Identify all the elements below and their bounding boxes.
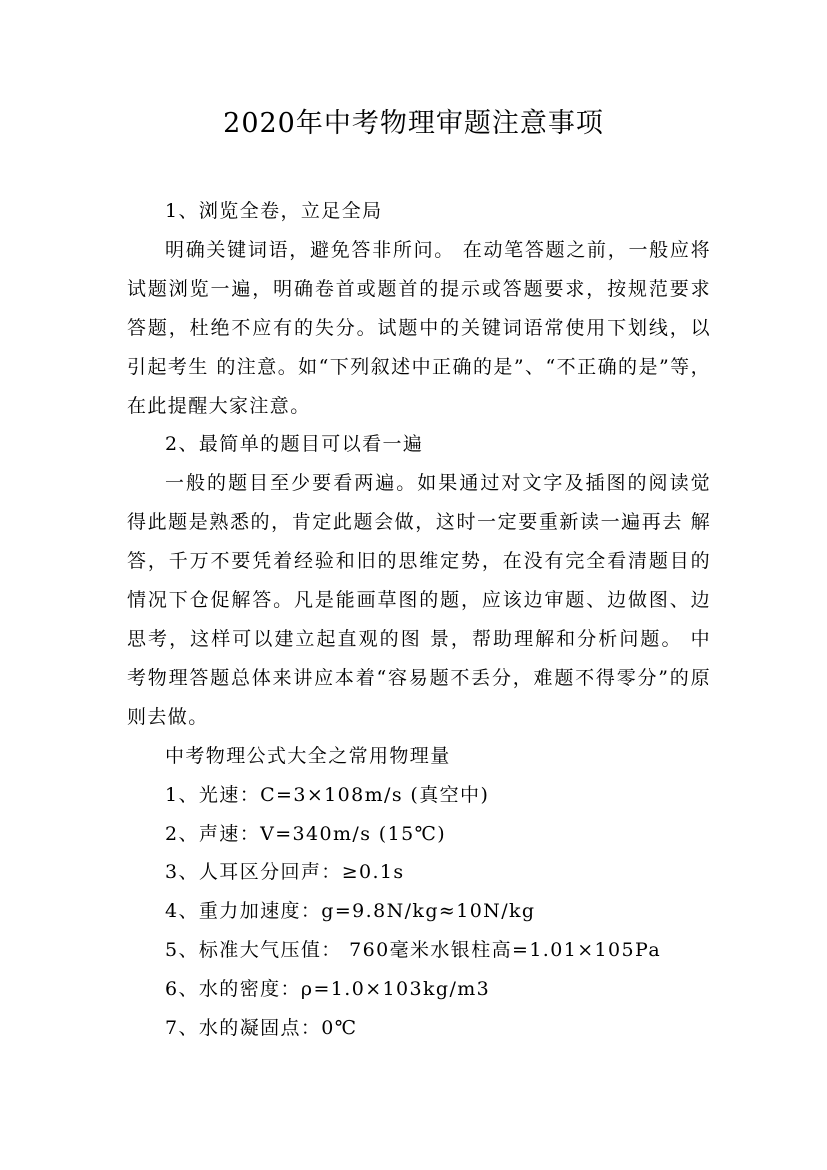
list-item-speed-of-light: 1、光速：C=3×108m/s (真空中): [165, 783, 490, 806]
list-item-atmospheric-pressure: 5、标准大气压值： 760毫米水银柱高=1.01×105Pa: [165, 939, 662, 962]
section-heading-browse: 1、浏览全卷，立足全局: [165, 200, 383, 222]
list-item-freezing-point: 7、水的凝固点：0℃: [165, 1017, 358, 1040]
list-item-gravity: 4、重力加速度：g=9.8N/kg≈10N/kg: [165, 900, 536, 923]
paragraph-keywords: 明确关键词语，避免答非所问。 在动笔答题之前，一般应将试题浏览一遍，明确卷首或题首的提示或答题要求，按规范要求答题，杜绝不应有的失分。试题中的关键词语常使用下划线，以引起考生 的注意。如“下列叙述中正确的是”、“不正确的是”等，在此提醒大家注意。: [127, 238, 711, 417]
paragraph-read-twice: 一般的题目至少要看两遍。如果通过对文字及插图的阅读觉得此题是熟悉的，肯定此题会做，这时一定要重新读一遍再去 解答，千万不要凭着经验和旧的思维定势，在没有完全看清题目的情况下仓促解答。凡是能画草图的题，应该边审题、边做图、边思考，这样可以建立起直观的图 景，帮助理解和分析问题。 中考物理答题总体来讲应本着“容易题不丢分，难题不得零分”的原则去做。: [127, 472, 711, 728]
document-body: [127, 192, 711, 1048]
list-item-water-density: 6、水的密度：ρ=1.0×103kg/m3: [165, 978, 491, 1001]
section-heading-simple: 2、最简单的题目可以看一遍: [165, 433, 424, 456]
document-title: 2020年中考物理审题注意事项: [223, 108, 604, 139]
list-item-speed-of-sound: 2、声速：V=340m/s (15℃): [165, 822, 447, 845]
section-heading-formulas: 中考物理公式大全之常用物理量: [165, 744, 451, 767]
list-item-echo: 3、人耳区分回声：≥0.1s: [165, 861, 405, 884]
